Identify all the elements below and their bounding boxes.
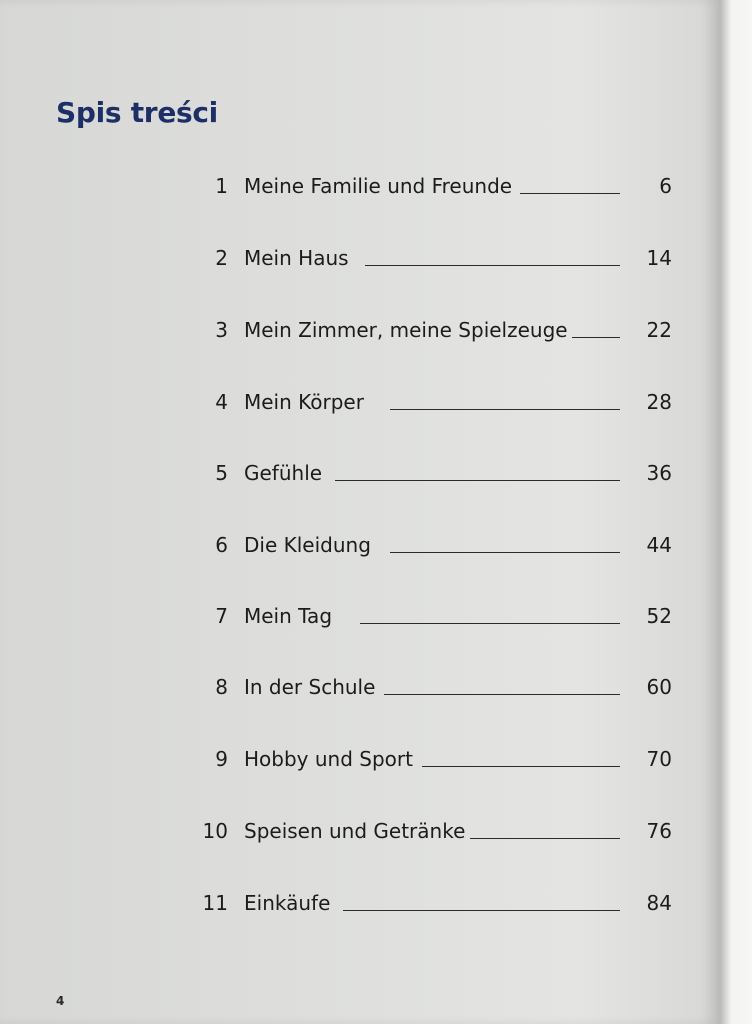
- chapter-number: 6: [215, 533, 228, 557]
- page-number: 4: [56, 994, 65, 1008]
- chapter-number: 9: [215, 747, 228, 771]
- chapter-title: Mein Körper: [244, 390, 364, 414]
- chapter-number: 10: [202, 819, 228, 843]
- dotted-leader-line: [470, 838, 620, 839]
- dotted-leader-line: [390, 552, 620, 553]
- toc-entry-5: [180, 457, 672, 489]
- chapter-number: 8: [215, 675, 228, 699]
- chapter-page-number: 44: [646, 533, 672, 557]
- chapter-number: 4: [215, 390, 228, 414]
- chapter-page-number: 60: [646, 675, 672, 699]
- chapter-page-number: 6: [659, 174, 672, 198]
- dotted-leader-line: [335, 480, 620, 481]
- chapter-title: Speisen und Getränke: [244, 819, 466, 843]
- toc-entry-6: [180, 529, 672, 561]
- dotted-leader-line: [390, 409, 620, 410]
- chapter-title: Hobby und Sport: [244, 747, 413, 771]
- toc-entry-7: [180, 600, 672, 632]
- chapter-title: Die Kleidung: [244, 533, 371, 557]
- chapter-title: Mein Haus: [244, 246, 349, 270]
- chapter-title: Mein Zimmer, meine Spielzeuge: [244, 318, 568, 342]
- toc-entry-2: [180, 242, 672, 274]
- chapter-page-number: 76: [646, 819, 672, 843]
- toc-entry-1: [180, 170, 672, 202]
- next-page-edge: [720, 0, 752, 1024]
- toc-entry-11: [180, 887, 672, 919]
- chapter-page-number: 84: [646, 891, 672, 915]
- chapter-number: 11: [202, 891, 228, 915]
- chapter-title: In der Schule: [244, 675, 376, 699]
- dotted-leader-line: [422, 766, 620, 767]
- toc-entry-10: [180, 815, 672, 847]
- dotted-leader-line: [365, 265, 620, 266]
- dotted-leader-line: [572, 337, 620, 338]
- chapter-title: Meine Familie und Freunde: [244, 174, 513, 198]
- dotted-leader-line: [384, 694, 620, 695]
- chapter-page-number: 28: [646, 390, 672, 414]
- chapter-number: 2: [215, 246, 228, 270]
- toc-entry-9: [180, 743, 672, 775]
- toc-entry-4: [180, 386, 672, 418]
- dotted-leader-line: [520, 193, 620, 194]
- toc-entry-3: [180, 314, 672, 346]
- chapter-number: 7: [215, 604, 228, 628]
- chapter-title: Mein Tag: [244, 604, 333, 628]
- chapter-number: 3: [215, 318, 228, 342]
- dotted-leader-line: [343, 910, 620, 911]
- chapter-title: Einkäufe: [244, 891, 331, 915]
- chapter-page-number: 22: [646, 318, 672, 342]
- chapter-title: Gefühle: [244, 461, 323, 485]
- chapter-page-number: 70: [646, 747, 672, 771]
- dotted-leader-line: [360, 623, 620, 624]
- toc-heading: Spis treści: [56, 96, 218, 129]
- toc-entry-8: [180, 671, 672, 703]
- chapter-page-number: 52: [646, 604, 672, 628]
- chapter-number: 1: [215, 174, 228, 198]
- chapter-number: 5: [215, 461, 228, 485]
- chapter-page-number: 14: [646, 246, 672, 270]
- chapter-page-number: 36: [646, 461, 672, 485]
